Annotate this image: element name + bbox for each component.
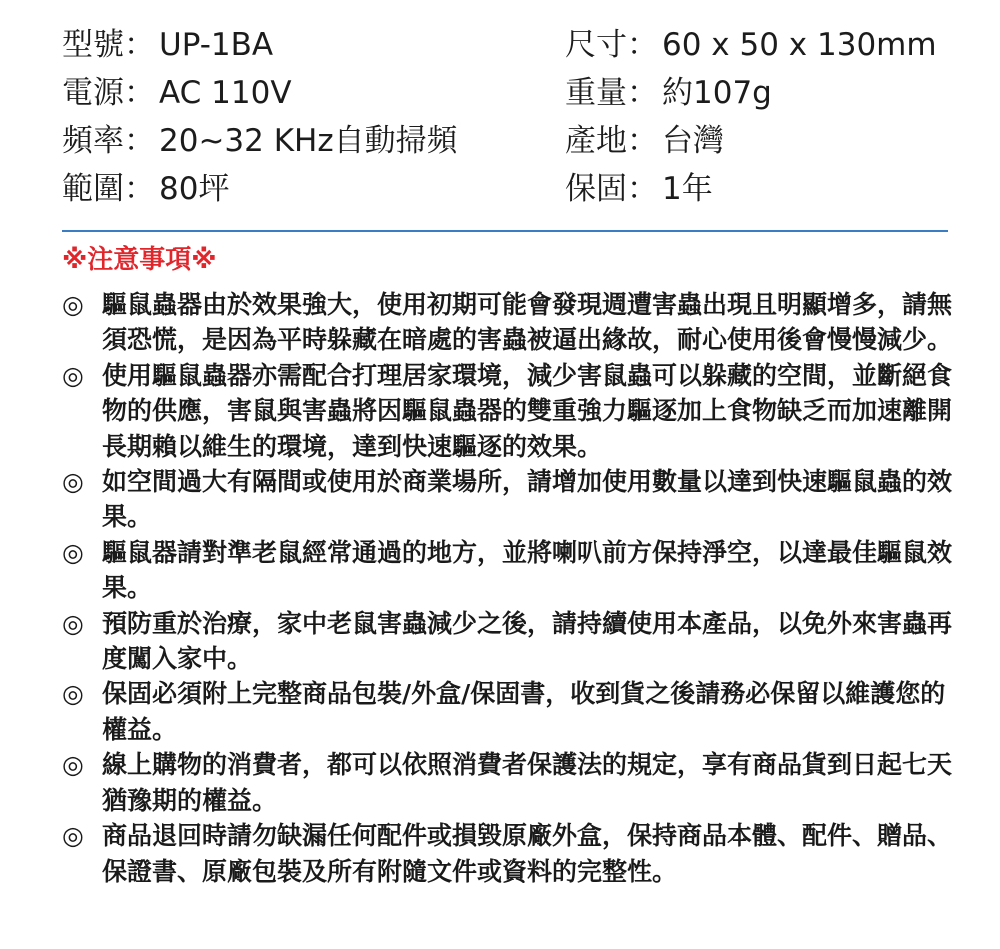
notice-title: ※注意事項※ — [62, 245, 217, 275]
notice-text: 使用驅鼠蟲器亦需配合打理居家環境，減少害鼠蟲可以躲藏的空間，並斷絕食物的供應，害鼠與害蟲將因驅鼠蟲器的雙重強力驅逐加上食物缺乏而加速離開長期賴以維生的環境，達到快速驅逐的效果。 — [102, 360, 953, 461]
notice-item — [62, 358, 952, 464]
notice-text: 驅鼠器請對準老鼠經常通過的地方，並將喇叭前方保持淨空，以達最佳驅鼠效果。 — [102, 537, 953, 603]
notice-item — [62, 464, 952, 535]
notice-text: 如空間過大有隔間或使用於商業場所，請增加使用數量以達到快速驅鼠蟲的效果。 — [102, 467, 953, 532]
bullet-icon: ◎ — [62, 360, 84, 390]
notice-list — [62, 287, 952, 889]
spec-label: 重量 ： — [565, 75, 658, 111]
notice-text: 線上購物的消費者，都可以依照消費者保護法的規定，享有商品貨到日起七天猶豫期的權益。 — [102, 750, 953, 815]
spec-label: 電源 ： — [62, 75, 155, 111]
bullet-icon: ◎ — [62, 608, 84, 638]
notice-text: 預防重於治療，家中老鼠害蟲減少之後，請持續使用本產品，以免外來害蟲再度闖入家中。 — [102, 608, 953, 674]
section-divider — [62, 230, 948, 232]
spec-value: 1年 — [662, 171, 713, 207]
bullet-icon: ◎ — [62, 537, 84, 567]
bullet-icon: ◎ — [62, 679, 84, 709]
spec-label: 範圍 ： — [62, 171, 155, 207]
spec-value: UP-1BA — [159, 27, 274, 63]
spec-value: 台灣 — [662, 123, 724, 159]
spec-label: 型號 ： — [62, 27, 155, 63]
spec-origin — [565, 118, 724, 164]
notice-text: 保固必須附上完整商品包裝/外盒/保固書，收到貨之後請務必保留以維護您的權益。 — [102, 679, 946, 744]
bullet-icon: ◎ — [62, 750, 84, 780]
spec-size — [565, 22, 937, 68]
notice-item — [62, 535, 952, 606]
notice-text: 商品退回時請勿缺漏任何配件或損毀原廠外盒，保持商品本體、配件、贈品、保證書、原廠包裝及所有附隨文件或資料的完整性。 — [102, 821, 953, 886]
notice-text: 驅鼠蟲器由於效果強大，使用初期可能會發現週遭害蟲出現且明顯增多，請無須恐慌，是因為平時躲藏在暗處的害蟲被逼出緣故，耐心使用後會慢慢減少。 — [102, 290, 953, 355]
spec-label: 尺寸 ： — [565, 27, 658, 63]
notice-item — [62, 676, 952, 747]
spec-model — [62, 22, 273, 68]
spec-power — [62, 70, 292, 116]
spec-value: 80坪 — [159, 171, 230, 207]
bullet-icon: ◎ — [62, 467, 84, 497]
notice-item — [62, 606, 952, 677]
spec-warranty — [565, 166, 713, 212]
spec-frequency — [62, 118, 458, 164]
spec-weight — [565, 70, 772, 116]
spec-label: 頻率 ： — [62, 123, 155, 159]
spec-label: 保固 ： — [565, 171, 658, 207]
spec-value: 約107g — [662, 75, 772, 111]
bullet-icon: ◎ — [62, 821, 84, 851]
notice-item — [62, 287, 952, 358]
spec-value: AC 110V — [159, 75, 292, 111]
spec-range — [62, 166, 229, 212]
spec-label: 產地 ： — [565, 123, 658, 159]
notice-item — [62, 747, 952, 818]
bullet-icon: ◎ — [62, 290, 84, 319]
notice-item — [62, 818, 952, 889]
spec-value: 20~32 KHz自動掃頻 — [159, 123, 458, 159]
spec-value: 60 x 50 x 130mm — [662, 27, 937, 63]
